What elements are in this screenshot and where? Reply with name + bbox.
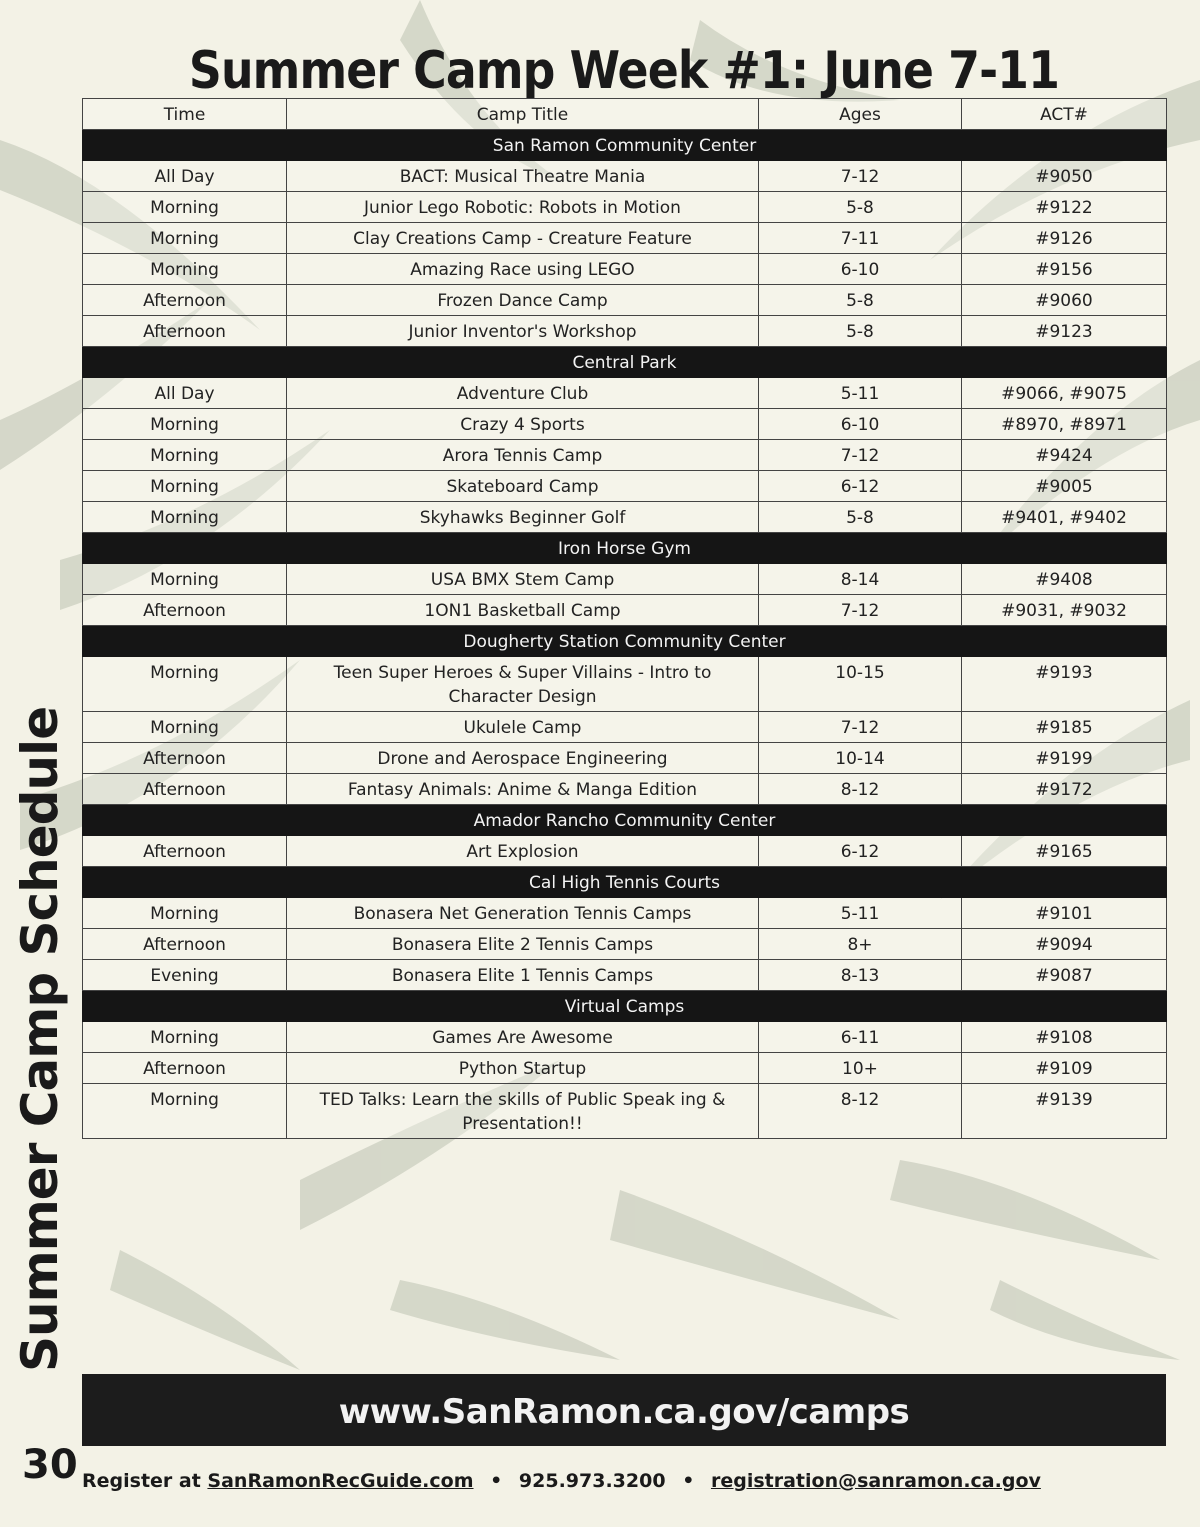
cell-camp-title: Ukulele Camp: [287, 712, 759, 743]
page-title: Summer Camp Week #1: June 7-11: [188, 41, 1060, 101]
cell-act-number: #9172: [962, 774, 1167, 805]
cell-camp-title: Bonasera Net Generation Tennis Camps: [287, 898, 759, 929]
location-name: Iron Horse Gym: [83, 533, 1167, 564]
cell-act-number: #9031, #9032: [962, 595, 1167, 626]
table-row: [83, 161, 1167, 192]
cell-ages: 7-12: [759, 161, 962, 192]
cell-time: Morning: [83, 409, 287, 440]
cell-ages: 8+: [759, 929, 962, 960]
cell-camp-title: Bonasera Elite 2 Tennis Camps: [287, 929, 759, 960]
page-number: 30: [22, 1442, 78, 1488]
cell-time: Morning: [83, 192, 287, 223]
cell-camp-title: Adventure Club: [287, 378, 759, 409]
location-section-row: [83, 533, 1167, 564]
cell-ages: 8-14: [759, 564, 962, 595]
cell-act-number: #9165: [962, 836, 1167, 867]
registration-footer: [82, 1466, 1041, 1496]
cell-time: Morning: [83, 254, 287, 285]
cell-camp-title: TED Talks: Learn the skills of Public Speak ing & Presentation!!: [287, 1084, 759, 1139]
cell-time: Morning: [83, 657, 287, 712]
table-row: [83, 960, 1167, 991]
table-row: [83, 774, 1167, 805]
cell-act-number: #9401, #9402: [962, 502, 1167, 533]
cell-ages: 7-12: [759, 712, 962, 743]
table-row: [83, 929, 1167, 960]
cell-time: Evening: [83, 960, 287, 991]
cell-time: Morning: [83, 502, 287, 533]
cell-time: Morning: [83, 564, 287, 595]
cell-ages: 6-11: [759, 1022, 962, 1053]
cell-act-number: #9060: [962, 285, 1167, 316]
cell-time: Afternoon: [83, 1053, 287, 1084]
location-name: Dougherty Station Community Center: [83, 626, 1167, 657]
cell-time: Morning: [83, 1084, 287, 1139]
cell-act-number: #9126: [962, 223, 1167, 254]
column-header-ages: Ages: [759, 99, 962, 130]
cell-camp-title: Games Are Awesome: [287, 1022, 759, 1053]
cell-camp-title: Junior Lego Robotic: Robots in Motion: [287, 192, 759, 223]
cell-ages: 8-12: [759, 1084, 962, 1139]
table-row: [83, 595, 1167, 626]
website-url-banner[interactable]: www.SanRamon.ca.gov/camps: [82, 1374, 1166, 1446]
cell-camp-title: Python Startup: [287, 1053, 759, 1084]
cell-time: Morning: [83, 898, 287, 929]
cell-ages: 5-11: [759, 378, 962, 409]
cell-ages: 8-13: [759, 960, 962, 991]
cell-ages: 5-8: [759, 192, 962, 223]
cell-ages: 10-14: [759, 743, 962, 774]
column-header-camp-title: Camp Title: [287, 99, 759, 130]
table-row: [83, 743, 1167, 774]
location-section-row: [83, 867, 1167, 898]
cell-ages: 5-8: [759, 316, 962, 347]
cell-time: Afternoon: [83, 836, 287, 867]
cell-time: Morning: [83, 440, 287, 471]
location-name: Virtual Camps: [83, 991, 1167, 1022]
location-name: San Ramon Community Center: [83, 130, 1167, 161]
location-name: Amador Rancho Community Center: [83, 805, 1167, 836]
cell-time: All Day: [83, 378, 287, 409]
cell-act-number: #9101: [962, 898, 1167, 929]
cell-camp-title: Amazing Race using LEGO: [287, 254, 759, 285]
cell-ages: 7-12: [759, 440, 962, 471]
cell-camp-title: Junior Inventor's Workshop: [287, 316, 759, 347]
cell-ages: 7-11: [759, 223, 962, 254]
cell-camp-title: Skateboard Camp: [287, 471, 759, 502]
cell-act-number: #9094: [962, 929, 1167, 960]
location-name: Central Park: [83, 347, 1167, 378]
cell-camp-title: Fantasy Animals: Anime & Manga Edition: [287, 774, 759, 805]
table-row: [83, 712, 1167, 743]
cell-camp-title: Arora Tennis Camp: [287, 440, 759, 471]
cell-act-number: #9193: [962, 657, 1167, 712]
cell-camp-title: 1ON1 Basketball Camp: [287, 595, 759, 626]
cell-ages: 7-12: [759, 595, 962, 626]
cell-ages: 8-12: [759, 774, 962, 805]
table-row: [83, 1084, 1167, 1139]
table-row: [83, 378, 1167, 409]
location-section-row: [83, 626, 1167, 657]
cell-camp-title: Art Explosion: [287, 836, 759, 867]
cell-ages: 6-10: [759, 409, 962, 440]
table-row: [83, 1022, 1167, 1053]
table-header-row: [83, 99, 1167, 130]
table-row: [83, 471, 1167, 502]
table-row: [83, 285, 1167, 316]
cell-time: Afternoon: [83, 743, 287, 774]
cell-time: Morning: [83, 471, 287, 502]
table-row: [83, 1053, 1167, 1084]
cell-camp-title: Clay Creations Camp - Creature Feature: [287, 223, 759, 254]
cell-time: Afternoon: [83, 316, 287, 347]
cell-camp-title: Crazy 4 Sports: [287, 409, 759, 440]
cell-act-number: #9005: [962, 471, 1167, 502]
cell-ages: 6-10: [759, 254, 962, 285]
table-row: [83, 440, 1167, 471]
cell-camp-title: USA BMX Stem Camp: [287, 564, 759, 595]
cell-act-number: #9087: [962, 960, 1167, 991]
phone-number: 925.973.3200: [518, 1470, 666, 1492]
registration-email-link[interactable]: registration@sanramon.ca.gov: [710, 1470, 1041, 1492]
cell-act-number: #8970, #8971: [962, 409, 1167, 440]
cell-time: All Day: [83, 161, 287, 192]
location-section-row: [83, 130, 1167, 161]
cell-ages: 5-11: [759, 898, 962, 929]
table-row: [83, 254, 1167, 285]
side-section-title: Summer Camp Schedule: [11, 706, 69, 1372]
cell-act-number: #9199: [962, 743, 1167, 774]
column-header-act-number: ACT#: [962, 99, 1167, 130]
table-row: [83, 316, 1167, 347]
cell-ages: 5-8: [759, 502, 962, 533]
cell-act-number: #9109: [962, 1053, 1167, 1084]
cell-camp-title: Frozen Dance Camp: [287, 285, 759, 316]
separator-dot: •: [682, 1470, 695, 1492]
table-row: [83, 836, 1167, 867]
rec-guide-link[interactable]: SanRamonRecGuide.com: [207, 1470, 474, 1492]
cell-time: Afternoon: [83, 774, 287, 805]
cell-camp-title: Drone and Aerospace Engineering: [287, 743, 759, 774]
cell-act-number: #9122: [962, 192, 1167, 223]
cell-act-number: #9156: [962, 254, 1167, 285]
cell-ages: 10+: [759, 1053, 962, 1084]
cell-act-number: #9066, #9075: [962, 378, 1167, 409]
table-row: [83, 223, 1167, 254]
cell-ages: 6-12: [759, 836, 962, 867]
cell-act-number: #9123: [962, 316, 1167, 347]
cell-act-number: #9185: [962, 712, 1167, 743]
cell-act-number: #9408: [962, 564, 1167, 595]
table-row: [83, 409, 1167, 440]
cell-camp-title: Teen Super Heroes & Super Villains - Intro to Character Design: [287, 657, 759, 712]
cell-time: Morning: [83, 1022, 287, 1053]
location-section-row: [83, 991, 1167, 1022]
cell-camp-title: Skyhawks Beginner Golf: [287, 502, 759, 533]
column-header-time: Time: [83, 99, 287, 130]
separator-dot: •: [490, 1470, 503, 1492]
cell-camp-title: Bonasera Elite 1 Tennis Camps: [287, 960, 759, 991]
table-row: [83, 898, 1167, 929]
cell-ages: 6-12: [759, 471, 962, 502]
cell-time: Morning: [83, 712, 287, 743]
register-prefix: Register at: [82, 1470, 201, 1492]
table-row: [83, 657, 1167, 712]
cell-act-number: #9108: [962, 1022, 1167, 1053]
cell-act-number: #9139: [962, 1084, 1167, 1139]
table-row: [83, 192, 1167, 223]
cell-camp-title: BACT: Musical Theatre Mania: [287, 161, 759, 192]
cell-time: Afternoon: [83, 595, 287, 626]
cell-time: Afternoon: [83, 929, 287, 960]
cell-act-number: #9050: [962, 161, 1167, 192]
table-body: [83, 130, 1167, 1139]
camp-schedule-table: [82, 98, 1167, 1139]
location-section-row: [83, 805, 1167, 836]
cell-time: Afternoon: [83, 285, 287, 316]
table-row: [83, 564, 1167, 595]
location-section-row: [83, 347, 1167, 378]
cell-ages: 10-15: [759, 657, 962, 712]
cell-ages: 5-8: [759, 285, 962, 316]
table-row: [83, 502, 1167, 533]
location-name: Cal High Tennis Courts: [83, 867, 1167, 898]
cell-act-number: #9424: [962, 440, 1167, 471]
cell-time: Morning: [83, 223, 287, 254]
